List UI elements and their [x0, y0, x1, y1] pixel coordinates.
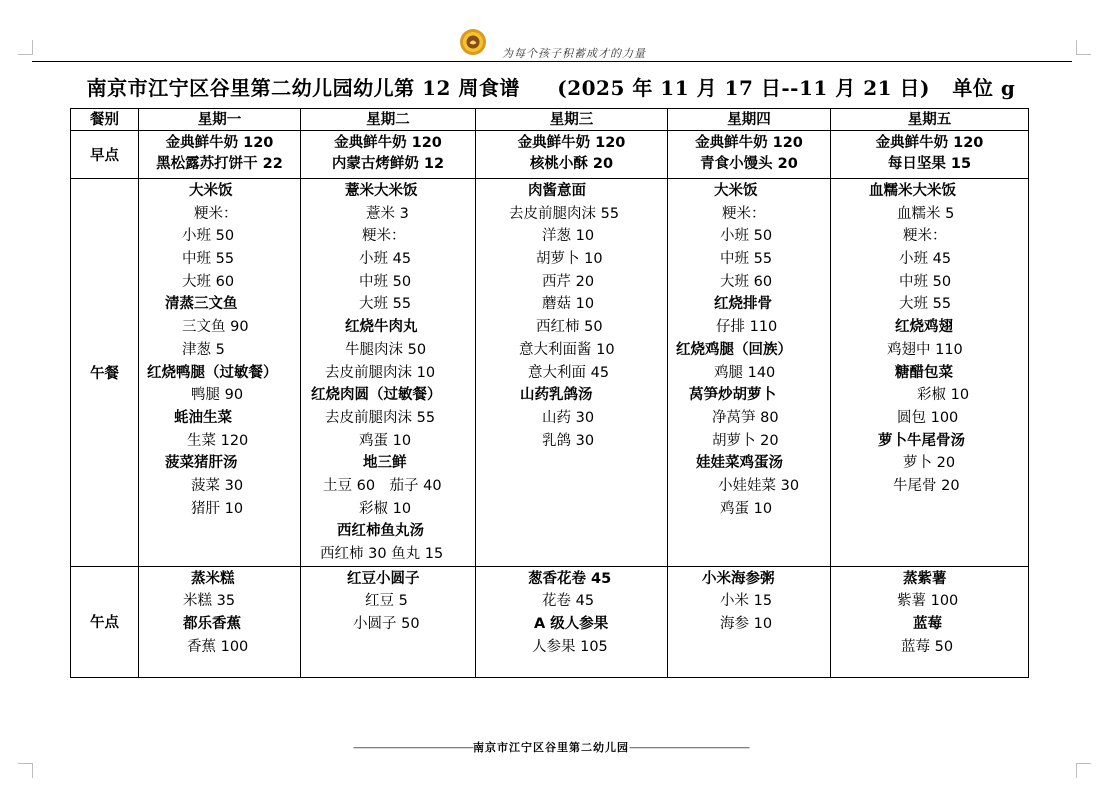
lunch-cell — [139, 179, 301, 567]
dish-name: 蓝莓 — [913, 616, 942, 633]
ingredient-line: 意大利面 45 — [528, 364, 610, 381]
dish-name: 红烧排骨 — [714, 296, 772, 313]
ingredient-line: 山药 30 — [542, 409, 595, 426]
ingredient-line: 净莴笋 80 — [712, 409, 779, 426]
dish-name: 蚝油生菜 — [174, 409, 232, 426]
morning-cell — [831, 131, 1029, 179]
ingredient-line: 鸭腿 90 — [191, 387, 244, 404]
meal-type-header: 餐别 — [71, 109, 139, 131]
ingredient-line: 红豆 5 — [365, 593, 408, 610]
ingredient-line: 青食小馒头 20 — [700, 156, 798, 172]
ingredient-line: 核桃小酥 20 — [529, 156, 614, 172]
ingredient-line: 小班 50 — [720, 228, 773, 245]
ingredient-line: 米糕 35 — [183, 593, 236, 610]
ingredient-line: 大班 60 — [182, 273, 235, 290]
ingredient-line: 金典鲜牛奶 120 — [165, 135, 274, 151]
dish-name: A 级人参果 — [534, 616, 609, 633]
afternoon-cell — [831, 566, 1029, 677]
ingredient-line: 大班 55 — [899, 296, 952, 313]
lunch-cell — [301, 179, 476, 567]
afternoon-cell — [668, 566, 831, 677]
ingredient-line: 紫薯 100 — [897, 593, 959, 610]
dish-name: 红烧鸡翅 — [895, 319, 953, 336]
day-header-mon: 星期一 — [139, 109, 301, 131]
row-label-morning: 早点 — [71, 131, 139, 179]
ingredient-line: 金典鲜牛奶 120 — [695, 135, 803, 151]
footer-dash-right: ———————————— — [629, 741, 749, 754]
ingredient-line: 牛腿肉沫 50 — [345, 341, 427, 358]
ingredient-line: 内蒙古烤鲜奶 12 — [331, 156, 445, 172]
ingredient-line: 胡萝卜 10 — [536, 251, 603, 268]
ingredient-line: 粳米： — [194, 205, 238, 222]
ingredient-line: 大班 55 — [359, 296, 412, 313]
footer-dash-left: ———————————— — [353, 741, 473, 754]
ingredient-line: 中班 55 — [720, 251, 773, 268]
afternoon-cell — [301, 566, 476, 677]
dish-name: 萝卜牛尾骨汤 — [878, 432, 965, 449]
crop-mark-top-left — [18, 40, 33, 55]
ingredient-line: 西红柿 50 — [536, 319, 603, 336]
ingredient-line: 金典鲜牛奶 120 — [875, 135, 984, 151]
dish-name: 蒸紫薯 — [903, 570, 947, 587]
day-header-wed: 星期三 — [476, 109, 668, 131]
ingredient-line: 鸡蛋 10 — [359, 432, 412, 449]
row-label-afternoon: 午点 — [71, 566, 139, 677]
ingredient-line: 彩椒 10 — [917, 387, 970, 404]
dish-name: 地三鲜 — [363, 455, 407, 472]
ingredient-line: 粳米： — [362, 228, 406, 245]
ingredient-line: 小娃娃菜 30 — [718, 477, 800, 494]
ingredient-line: 去皮前腿肉沫 55 — [325, 409, 436, 426]
ingredient-line: 中班 55 — [182, 251, 235, 268]
ingredient-line: 黑松露苏打饼干 22 — [156, 156, 283, 172]
ingredient-line: 人参果 105 — [532, 638, 608, 655]
ingredient-line: 萝卜 20 — [903, 455, 956, 472]
dish-name: 大米饭 — [189, 183, 233, 199]
ingredient-line: 粳米： — [722, 205, 766, 222]
day-header-thu: 星期四 — [668, 109, 831, 131]
lunch-cell — [831, 179, 1029, 567]
ingredient-line: 仔排 110 — [716, 319, 778, 336]
ingredient-line: 胡萝卜 20 — [712, 432, 779, 449]
crop-mark-bottom-right — [1076, 763, 1091, 778]
dish-name: 西红柿鱼丸汤 — [337, 523, 424, 540]
ingredient-line: 香蕉 100 — [187, 638, 249, 655]
day-header-tue: 星期二 — [301, 109, 476, 131]
title-date-range: (2025 年 11 月 17 日--11 月 21 日) — [557, 76, 930, 100]
ingredient-line: 鸡腿 140 — [714, 364, 776, 381]
dish-name: 血糯米大米饭 — [869, 183, 956, 199]
day-header-fri: 星期五 — [831, 109, 1029, 131]
ingredient-line: 去皮前腿肉沫 55 — [509, 205, 620, 222]
ingredient-line: 生菜 120 — [187, 432, 249, 449]
ingredient-line: 西红柿 30 鱼丸 15 — [320, 546, 444, 562]
crop-mark-bottom-left — [18, 763, 33, 778]
ingredient-line: 意大利面酱 10 — [519, 341, 615, 358]
dish-name: 小米海参粥 — [702, 570, 775, 587]
ingredient-line: 小班 50 — [182, 228, 235, 245]
dish-name: 葱香花卷 45 — [528, 570, 612, 587]
dish-name: 莴笋炒胡萝卜 — [689, 387, 776, 404]
dish-name: 蒸米糕 — [191, 570, 235, 587]
ingredient-line: 土豆 60 茄子 40 — [323, 477, 442, 494]
morning-cell — [139, 131, 301, 179]
dish-name: 都乐香蕉 — [183, 616, 241, 633]
ingredient-line: 津葱 5 — [182, 341, 225, 358]
ingredient-line: 每日坚果 15 — [887, 156, 972, 172]
dish-name: 红烧鸡腿（回族） — [676, 341, 792, 358]
ingredient-line: 彩椒 10 — [359, 500, 412, 517]
header-row — [71, 109, 1029, 131]
ingredient-line: 蓝莓 50 — [901, 638, 954, 655]
ingredient-line: 三文鱼 90 — [182, 319, 249, 336]
row-label-lunch: 午餐 — [71, 179, 139, 567]
ingredient-line: 中班 50 — [359, 273, 412, 290]
ingredient-line: 鸡翅中 110 — [887, 341, 963, 358]
page-title — [0, 72, 1102, 101]
ingredient-line: 小圆子 50 — [353, 616, 420, 633]
ingredient-line: 小班 45 — [899, 251, 952, 268]
page-footer — [0, 739, 1102, 755]
dish-name: 红烧肉圆（过敏餐） — [311, 387, 442, 404]
ingredient-line: 薏米 3 — [366, 205, 409, 222]
ingredient-line: 大班 60 — [720, 273, 773, 290]
ingredient-line: 菠菜 30 — [191, 477, 244, 494]
dish-name: 大米饭 — [714, 183, 758, 199]
morning-cell — [668, 131, 831, 179]
footer-text: 南京市江宁区谷里第二幼儿园 — [473, 741, 629, 754]
morning-cell — [301, 131, 476, 179]
kindergarten-logo-icon — [459, 28, 487, 56]
header-divider — [32, 61, 1072, 62]
lunch-cell — [668, 179, 831, 567]
ingredient-line: 洋葱 10 — [542, 228, 595, 245]
afternoon-cell — [139, 566, 301, 677]
ingredient-line: 圆包 100 — [897, 409, 959, 426]
ingredient-line: 去皮前腿肉沫 10 — [325, 364, 436, 381]
ingredient-line: 金典鲜牛奶 120 — [334, 135, 442, 151]
ingredient-line: 蘑菇 10 — [542, 296, 595, 313]
ingredient-line: 金典鲜牛奶 120 — [517, 135, 626, 151]
dish-name: 糖醋包菜 — [895, 364, 953, 381]
ingredient-line: 中班 50 — [899, 273, 952, 290]
ingredient-line: 粳米： — [903, 228, 947, 245]
dish-name: 红烧牛肉丸 — [345, 319, 418, 336]
lunch-row — [71, 179, 1029, 567]
lunch-cell — [476, 179, 668, 567]
crop-mark-top-right — [1076, 40, 1091, 55]
dish-name: 薏米大米饭 — [345, 183, 418, 199]
ingredient-line: 牛尾骨 20 — [893, 477, 960, 494]
dish-name: 红豆小圆子 — [347, 570, 420, 587]
dish-name: 山药乳鸽汤 — [520, 387, 593, 404]
ingredient-line: 西芹 20 — [542, 273, 595, 290]
afternoon-cell — [476, 566, 668, 677]
ingredient-line: 小米 15 — [720, 593, 773, 610]
dish-name: 娃娃菜鸡蛋汤 — [696, 455, 783, 472]
dish-name: 清蒸三文鱼 — [165, 296, 238, 313]
ingredient-line: 血糯米 5 — [897, 205, 955, 222]
ingredient-line: 乳鸽 30 — [542, 432, 595, 449]
header-slogan: 为每个孩子积蓄成才的力量 — [502, 47, 646, 60]
morning-row — [71, 131, 1029, 179]
ingredient-line: 花卷 45 — [542, 593, 595, 610]
afternoon-row — [71, 566, 1029, 677]
title-unit: 单位 g — [952, 76, 1016, 100]
ingredient-line: 小班 45 — [359, 251, 412, 268]
title-main: 南京市江宁区谷里第二幼儿园幼儿第 12 周食谱 — [86, 76, 520, 100]
dish-name: 红烧鸭腿（过敏餐） — [147, 364, 278, 381]
ingredient-line: 海参 10 — [720, 616, 773, 633]
dish-name: 肉酱意面 — [528, 183, 586, 199]
ingredient-line: 猪肝 10 — [191, 500, 244, 517]
morning-cell — [476, 131, 668, 179]
dish-name: 菠菜猪肝汤 — [165, 455, 238, 472]
ingredient-line: 鸡蛋 10 — [720, 500, 773, 517]
menu-table — [70, 108, 1029, 678]
